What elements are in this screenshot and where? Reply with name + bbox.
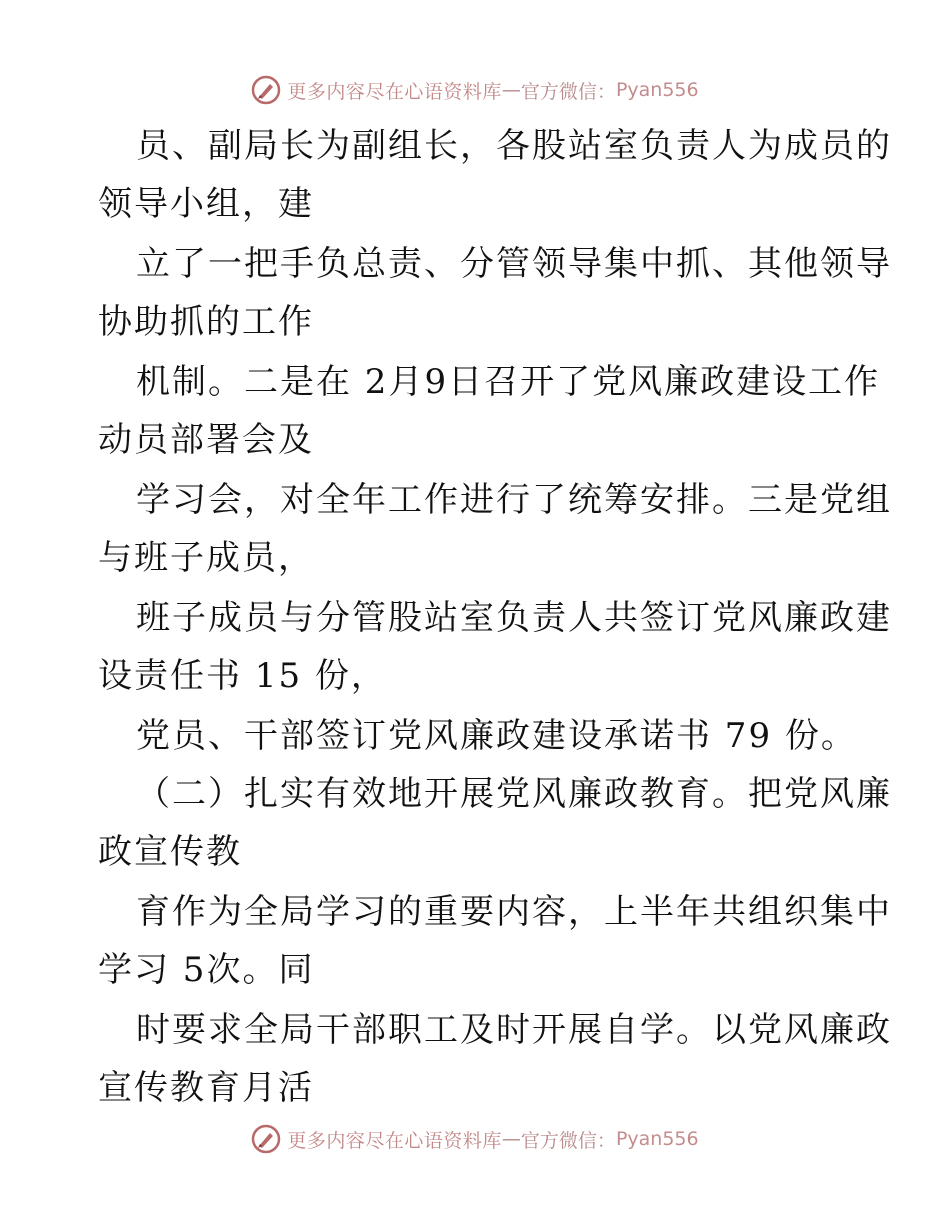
body-line: 动员部署会及 <box>98 420 314 460</box>
watermark-separator: — <box>501 79 521 101</box>
watermark-site-text: 更多内容尽在心语资料库 <box>287 1129 502 1152</box>
body-line: 设责任书 15 份， <box>98 656 387 696</box>
watermark-official-text: 官方微信： <box>520 80 616 103</box>
body-line: 员、副局长为副组长，各股站室负责人为成员的 <box>136 126 892 166</box>
body-line: 班子成员与分管股站室负责人共签订党风廉政建 <box>136 598 892 638</box>
watermark-wechat-id: Pyan556 <box>615 79 699 101</box>
body-line: 宣传教育月活 <box>98 1068 314 1108</box>
body-line: 党员、干部签订党风廉政建设承诺书 79 份。 <box>136 716 857 756</box>
body-line: 领导小组，建 <box>98 184 314 224</box>
watermark-header <box>0 70 950 110</box>
body-line: 学习会，对全年工作进行了统筹安排。三是党组 <box>136 480 892 520</box>
body-line: 机制。二是在 2月9日召开了党风廉政建设工作 <box>136 362 881 402</box>
body-line: 时要求全局干部职工及时开展自学。以党风廉政 <box>136 1010 892 1050</box>
body-line: 政宣传教 <box>98 832 242 872</box>
watermark-footer <box>0 1119 950 1159</box>
body-line: 与班子成员， <box>98 538 314 578</box>
body-line: 协助抓的工作 <box>98 302 314 342</box>
body-line: 学习 5次。同 <box>98 950 315 990</box>
body-line: 立了一把手负总责、分管领导集中抓、其他领导 <box>136 244 892 284</box>
watermark-separator: — <box>501 1128 521 1150</box>
pen-logo-icon <box>251 75 281 105</box>
body-line: 育作为全局学习的重要内容，上半年共组织集中 <box>136 892 892 932</box>
body-line: （二）扎实有效地开展党风廉政教育。把党风廉 <box>136 774 892 814</box>
pen-logo-icon <box>251 1124 281 1154</box>
watermark-wechat-id: Pyan556 <box>615 1128 699 1150</box>
watermark-site-text: 更多内容尽在心语资料库 <box>287 80 502 103</box>
watermark-official-text: 官方微信： <box>520 1129 616 1152</box>
